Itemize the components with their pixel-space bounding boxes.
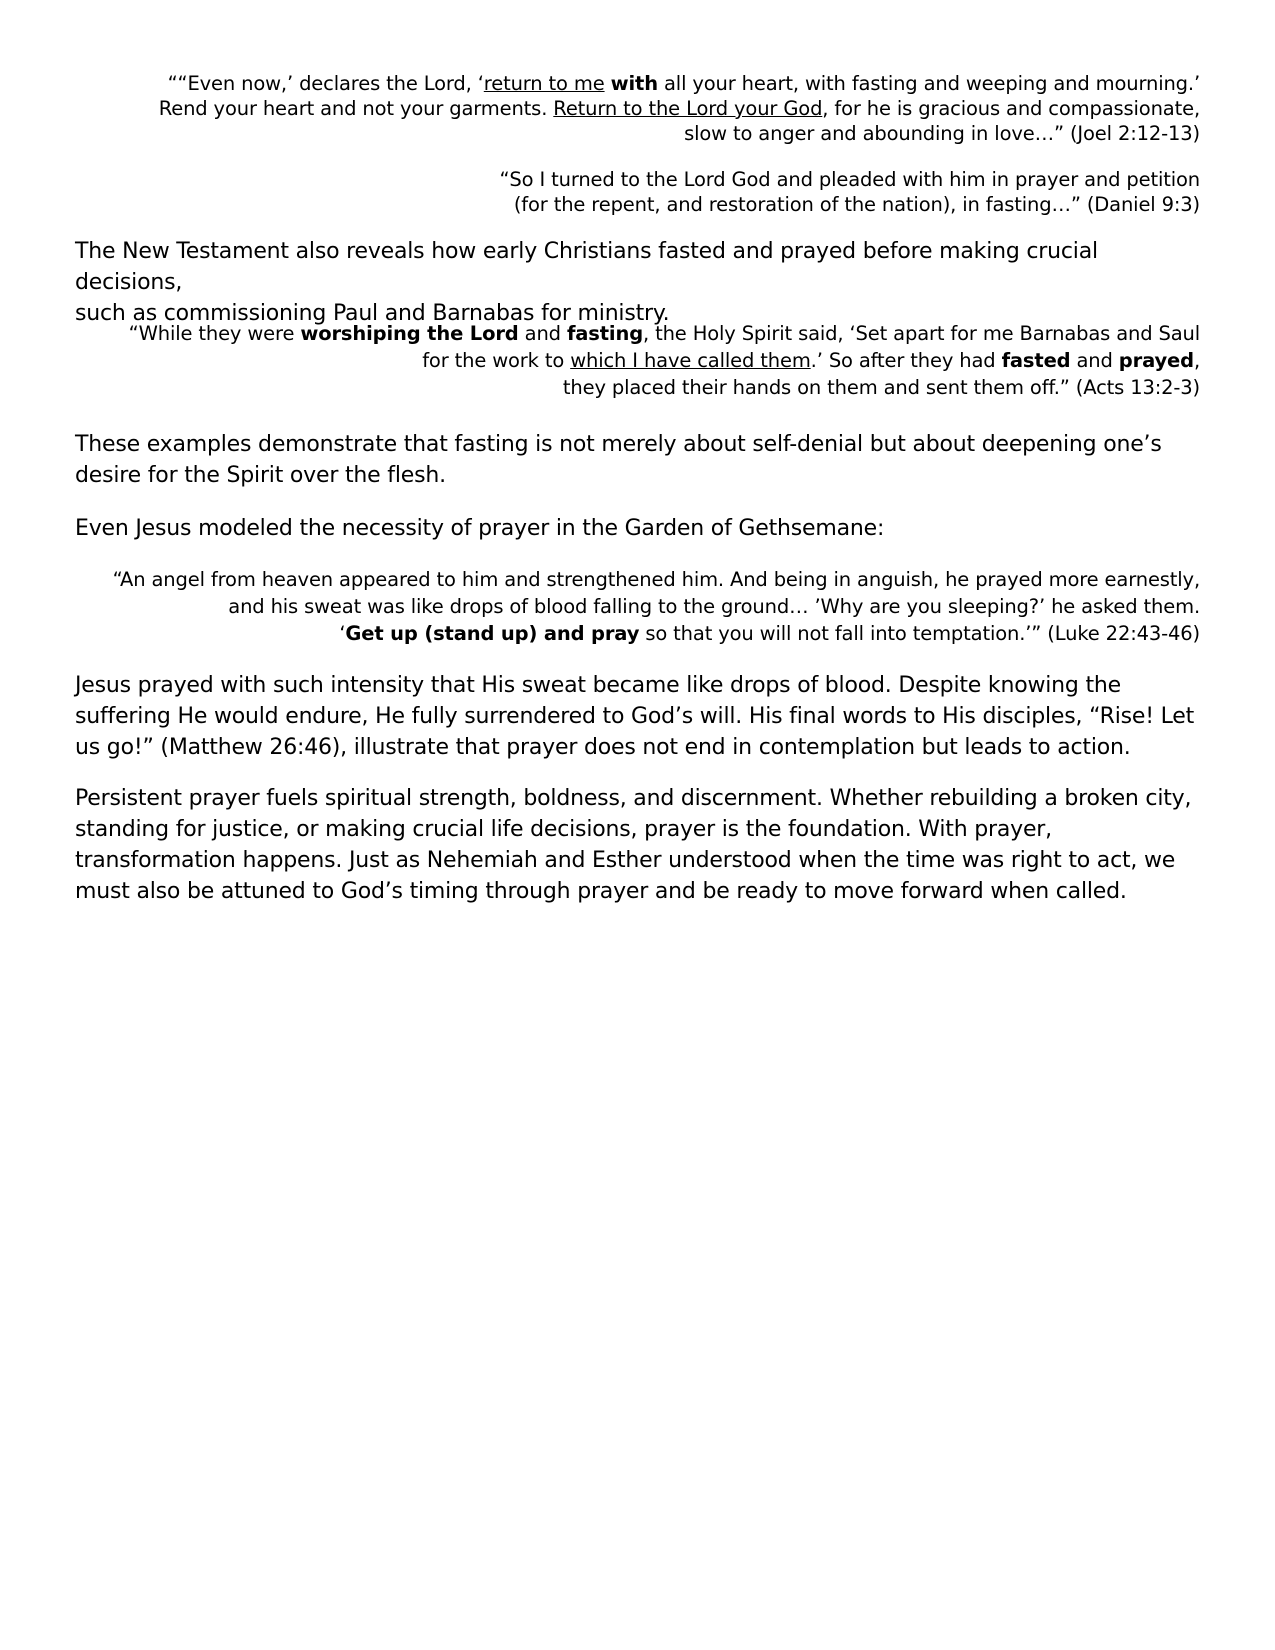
quote-line: Rend your heart and not your garments. Return to the Lord your God, for he is gracious and compassionate, [158,97,1200,120]
quote-line: “So I turned to the Lord God and pleaded with him in prayer and petition [499,168,1200,191]
paragraph-examples: These examples demonstrate that fasting is not merely about self-denial but about deepening one’s desire for the Spirit over the flesh. [75,432,1162,488]
quote-line: they placed their hands on them and sent them off.” (Acts 13:2-3) [562,376,1200,399]
paragraph-gethsemane: Even Jesus modeled the necessity of prayer in the Garden of Gethsemane: [75,516,885,541]
quote-line: “An angel from heaven appeared to him and strengthened him. And being in anguish, he prayed more earnestly, [112,568,1200,591]
joel-quote [159,71,1200,146]
quote-line: ““Even now,’ declares the Lord, ‘return to me with all your heart, with fasting and weeping and mourning.’ [167,72,1200,95]
quote-line: and his sweat was like drops of blood falling to the ground… ’Why are you sleeping?’ he asked them. [228,595,1200,618]
acts-quote [129,320,1200,401]
quote-line: (for the repent, and restoration of the nation), in fasting…” (Daniel 9:3) [513,193,1200,216]
daniel-quote [499,167,1200,217]
paragraph-new-testament: The New Testament also reveals how early Christians fasted and prayed before making crucial decisions, such as commissioning Paul and Barnabas for ministry. [75,239,1098,326]
quote-line: “While they were worshiping the Lord and fasting, the Holy Spirit said, ‘Set apart for me Barnabas and Saul [128,322,1200,345]
quote-line: ‘Get up (stand up) and pray so that you will not fall into temptation.’” (Luke 22:43-46) [339,622,1200,645]
paragraph-intensity: Jesus prayed with such intensity that His sweat became like drops of blood. Despite knowing the suffering He would endure, He fully surrendered to God’s will. His final words to His disciples, “Rise! Let us go!” (Matthew 26:46), illustrate that prayer does not end in contemplation but leads to action. [75,673,1195,760]
paragraph-persistent-prayer: Persistent prayer fuels spiritual strength, boldness, and discernment. Whether rebuilding a broken city, standing for justice, or making crucial life decisions, prayer is the foundation. With prayer, transformation happens. Just as Nehemiah and Esther understood when the time was right to act, we must also be attuned to God’s timing through prayer and be ready to move forward when called. [75,786,1192,904]
luke-quote [113,566,1200,647]
quote-line: slow to anger and abounding in love…” (Joel 2:12-13) [684,122,1200,145]
quote-line: for the work to which I have called them.’ So after they had fasted and prayed, [422,349,1200,372]
